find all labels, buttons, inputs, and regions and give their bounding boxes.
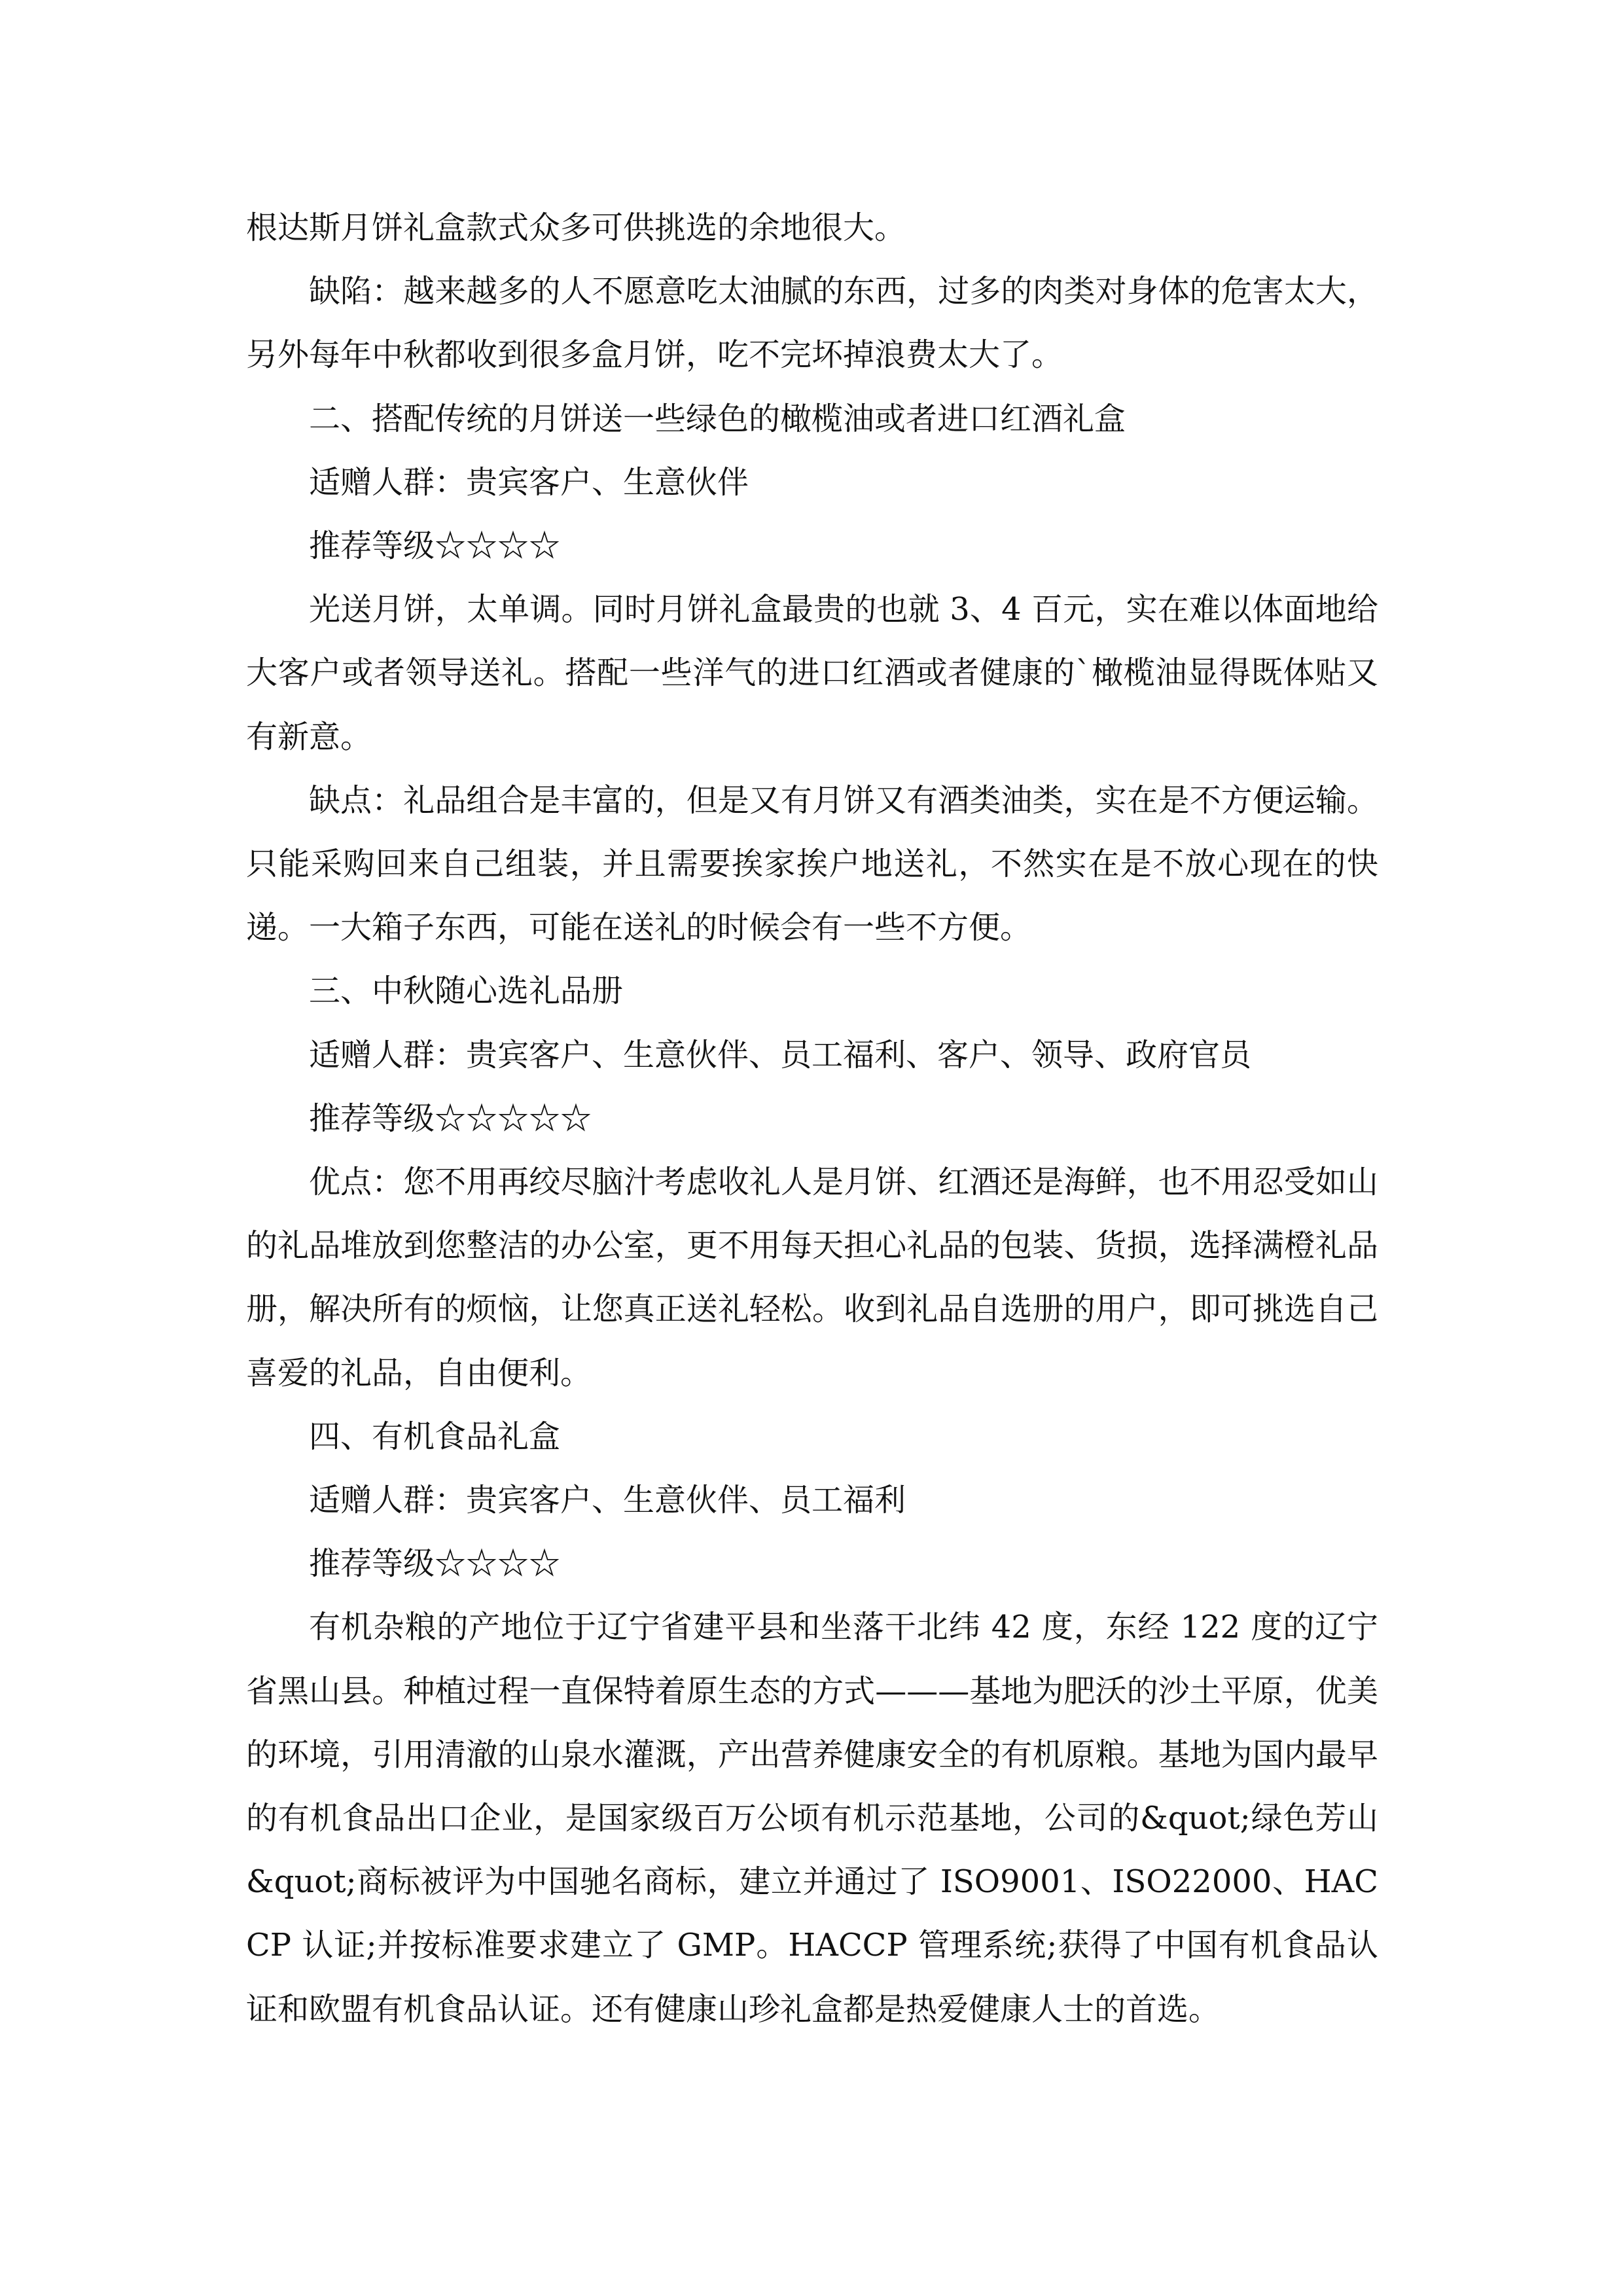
section-heading-2: 二、搭配传统的月饼送一些绿色的橄榄油或者进口红酒礼盒 bbox=[309, 400, 1126, 437]
rating-line-2: 推荐等级☆☆☆☆ bbox=[309, 528, 561, 565]
paragraph-6: 光送月饼，太单调。同时月饼礼盒最贵的也就 3、4 百元，实在难以体面地给大客户或者领导送礼。搭配一些洋气的进口红酒或者健康的`橄榄油显得既体贴又有新意。 bbox=[246, 591, 1378, 755]
document-body bbox=[246, 196, 1378, 2041]
paragraph-15: 有机杂粮的产地位于辽宁省建平县和坐落干北纬 42 度，东经 122 度的辽宁省黑山县。种植过程一直保特着原生态的方式———基地为肥沃的沙土平原，优美的环境，引用清澈的山泉水灌溉，产出营养健康安全的有机原粮。基地为国内最早的有机食品出口企业，是国家级百万公顷有机示范基地，公司的&quot;绿色芳山&quot;商标被评为中国驰名商标，建立并通过了 ISO9001、ISO22000、HACCP 认证;并按标准要求建立了 GMP。HACCP 管理系统;获得了中国有机食品认证和欧盟有机食品认证。还有健康山珍礼盒都是热爱健康人士的首选。 bbox=[246, 1609, 1378, 2028]
paragraph-2: 缺陷：越来越多的人不愿意吃太油腻的东西，过多的肉类对身体的危害太大，另外每年中秋都收到很多盒月饼，吃不完坏掉浪费太大了。 bbox=[246, 273, 1378, 374]
recipients-line-2: 适赠人群：贵宾客户、生意伙伴 bbox=[309, 463, 749, 501]
paragraph-7: 缺点：礼品组合是丰富的，但是又有月饼又有酒类油类，实在是不方便运输。只能采购回来自己组装，并且需要挨家挨户地送礼，不然实在是不放心现在的快递。一大箱子东西，可能在送礼的时候会有一些不方便。 bbox=[246, 781, 1378, 946]
section-heading-4: 四、有机食品礼盒 bbox=[309, 1418, 561, 1455]
section-heading-3: 三、中秋随心选礼品册 bbox=[309, 973, 624, 1010]
rating-line-3: 推荐等级☆☆☆☆☆ bbox=[309, 1100, 592, 1137]
paragraph-1: 根达斯月饼礼盒款式众多可供挑选的余地很大。 bbox=[246, 209, 906, 246]
rating-line-4: 推荐等级☆☆☆☆ bbox=[309, 1545, 561, 1583]
paragraph-11: 优点：您不用再绞尽脑汁考虑收礼人是月饼、红酒还是海鲜，也不用忍受如山的礼品堆放到您整洁的办公室，更不用每天担心礼品的包装、货损，选择满橙礼品册，解决所有的烦恼，让您真正送礼轻松。收到礼品自选册的用户，即可挑选自己喜爱的礼品，自由便利。 bbox=[246, 1164, 1378, 1391]
recipients-line-4: 适赠人群：贵宾客户、生意伙伴、员工福利 bbox=[309, 1482, 906, 1519]
recipients-line-3: 适赠人群：贵宾客户、生意伙伴、员工福利、客户、领导、政府官员 bbox=[309, 1036, 1252, 1073]
